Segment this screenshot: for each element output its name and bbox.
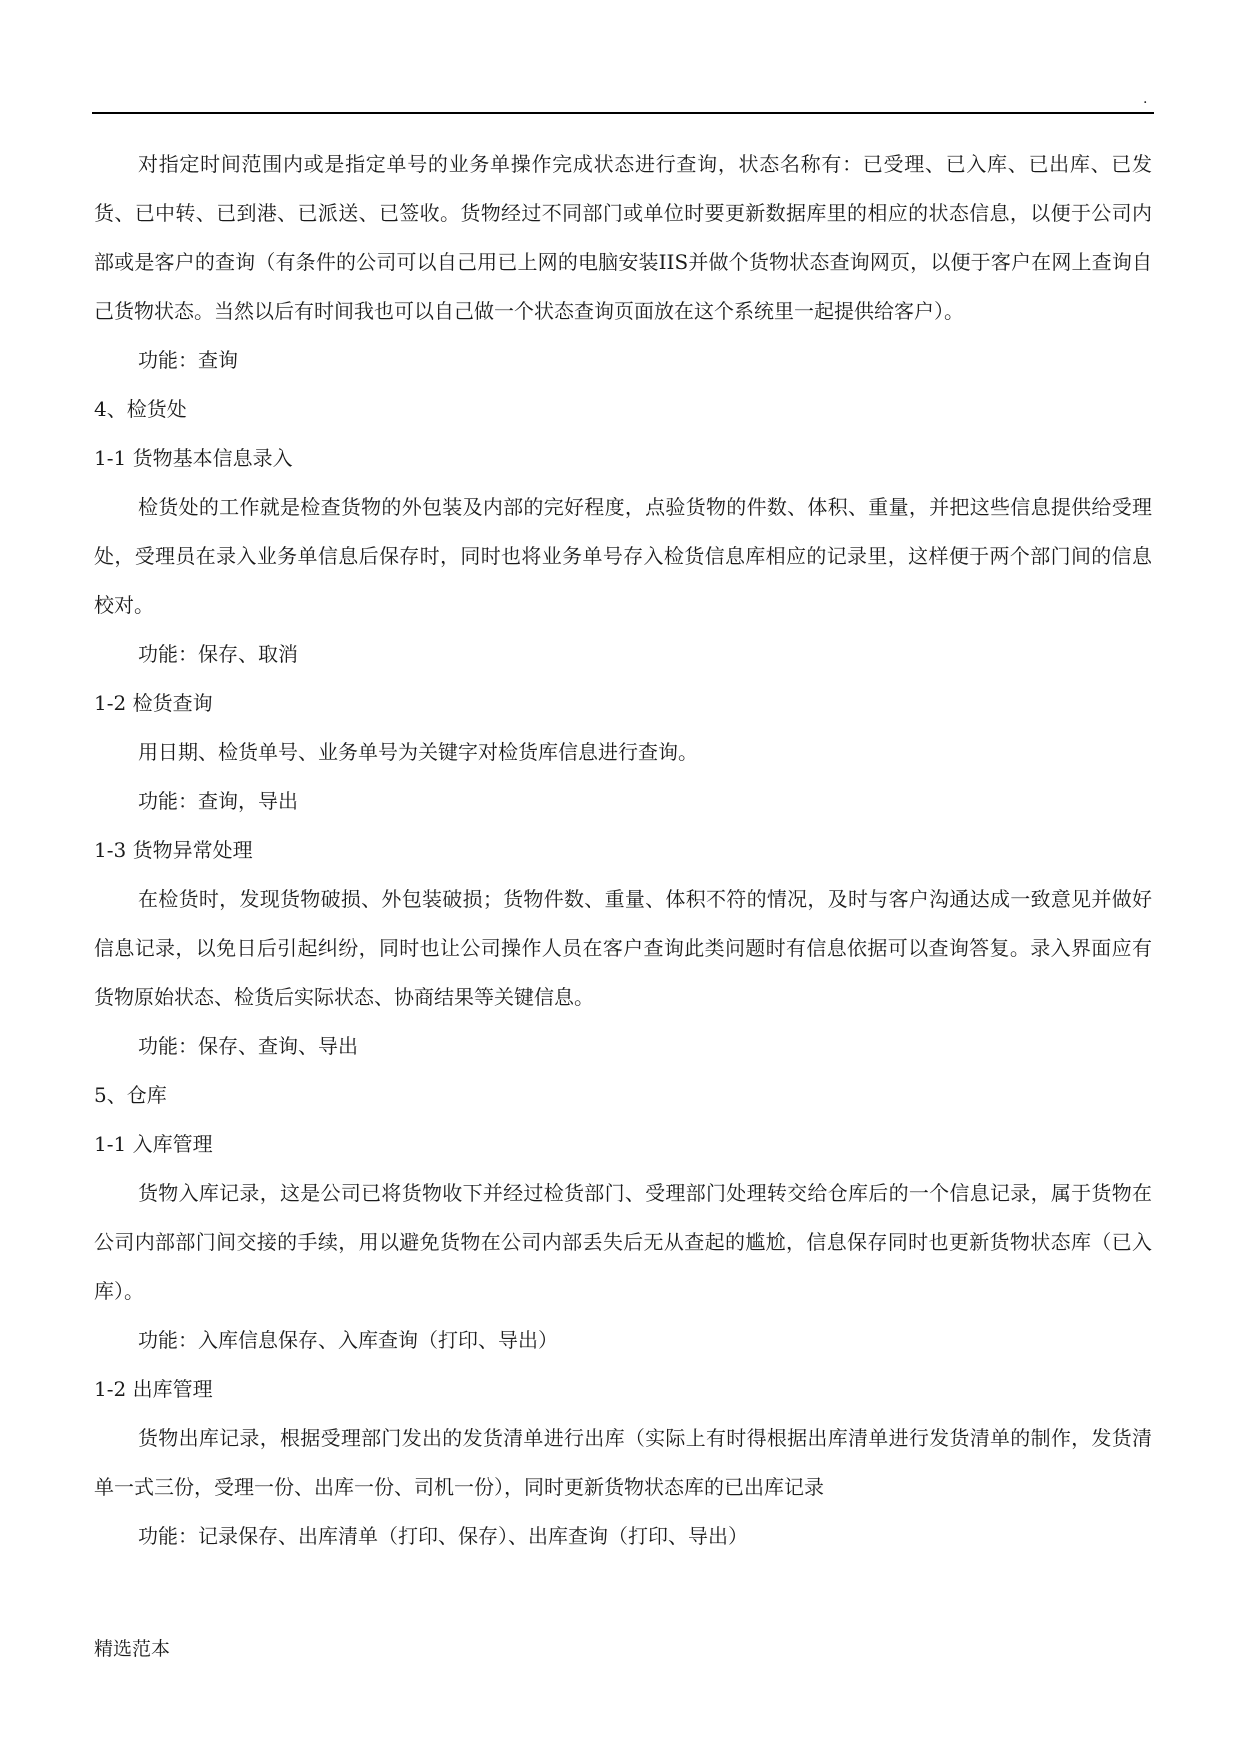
paragraph-status-query-desc: 对指定时间范围内或是指定单号的业务单操作完成状态进行查询，状态名称有：已受理、已入库、已出库、已发货、已中转、已到港、已派送、已签收。货物经过不同部门或单位时要更新数据库里的相应的状态信息，以便于公司内部或是客户的查询（有条件的公司可以自己用已上网的电脑安装IIS并做个货物状态查询网页，以便于客户在网上查询自己货物状态。当然以后有时间我也可以自己做一个状态查询页面放在这个系统里一起提供给客户）。 [94,152,1152,323]
paragraph-5-2-desc: 货物出库记录，根据受理部门发出的发货清单进行出库（实际上有时得根据出库清单进行发货清单的制作，发货清单一式三份，受理一份、出库一份、司机一份），同时更新货物状态库的已出库记录 [94,1426,1152,1499]
paragraph-5-1-function: 功能：入库信息保存、入库查询（打印、导出） [138,1328,558,1352]
subheading-5-1: 1-1 入库管理 [94,1132,213,1156]
section-heading-5: 5、仓库 [94,1083,167,1107]
paragraph-4-3-function: 功能：保存、查询、导出 [138,1034,358,1058]
header-rule [92,112,1154,114]
page-footer: 精选范本 [94,1638,171,1660]
subheading-5-2: 1-2 出库管理 [94,1377,213,1401]
paragraph-4-1-desc: 检货处的工作就是检查货物的外包装及内部的完好程度，点验货物的件数、体积、重量，并把这些信息提供给受理处，受理员在录入业务单信息后保存时，同时也将业务单号存入检货信息库相应的记录里，这样便于两个部门间的信息校对。 [94,495,1152,617]
paragraph-status-query-function: 功能：查询 [138,348,238,372]
subheading-4-3: 1-3 货物异常处理 [94,838,253,862]
paragraph-4-2-desc: 用日期、检货单号、业务单号为关键字对检货库信息进行查询。 [138,740,698,764]
paragraph-5-2-function: 功能：记录保存、出库清单（打印、保存）、出库查询（打印、导出） [138,1524,748,1548]
header-mark: . [1143,91,1148,107]
document-body [94,140,1152,1561]
section-heading-4: 4、检货处 [94,397,187,421]
paragraph-4-2-function: 功能：查询，导出 [138,789,298,813]
subheading-4-2: 1-2 检货查询 [94,691,213,715]
subheading-4-1: 1-1 货物基本信息录入 [94,446,293,470]
paragraph-4-1-function: 功能：保存、取消 [138,642,298,666]
paragraph-4-3-desc: 在检货时，发现货物破损、外包装破损；货物件数、重量、体积不符的情况，及时与客户沟通达成一致意见并做好信息记录，以免日后引起纠纷，同时也让公司操作人员在客户查询此类问题时有信息依据可以查询答复。录入界面应有货物原始状态、检货后实际状态、协商结果等关键信息。 [94,887,1152,1009]
paragraph-5-1-desc: 货物入库记录，这是公司已将货物收下并经过检货部门、受理部门处理转交给仓库后的一个信息记录，属于货物在公司内部部门间交接的手续，用以避免货物在公司内部丢失后无从查起的尴尬，信息保存同时也更新货物状态库（已入库）。 [94,1181,1152,1303]
